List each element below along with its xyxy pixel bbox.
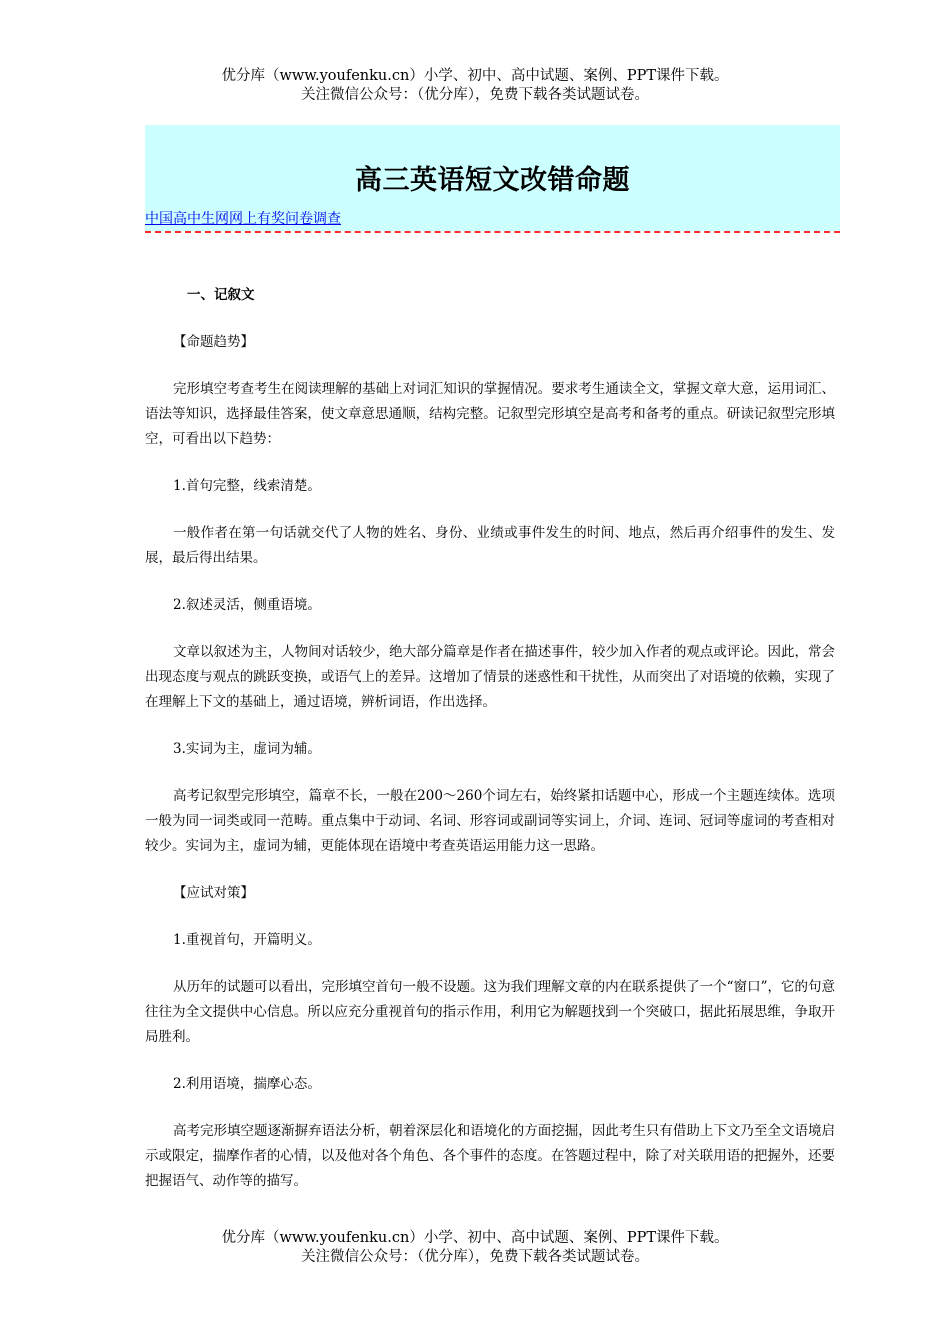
header-line-1: 优分库（www.youfenku.cn）小学、初中、高中试题、案例、PPT课件下载。 <box>221 68 729 84</box>
strategy-1-title: 1.重视首句，开篇明义。 <box>173 932 321 948</box>
page-footer <box>0 1229 950 1267</box>
point-2-paragraph: 文章以叙述为主，人物间对话较少，绝大部分篇章是作者在描述事件，较少加入作者的观点或评论。因此，常会出现态度与观点的跳跃变换，或语气上的差异。这增加了情景的迷惑性和干扰性，从而突出了对语境的依赖，实现了在理解上下文的基础上，通过语境，辨析词语，作出选择。 <box>145 644 835 710</box>
footer-line-2: 关注微信公众号：（优分库），免费下载各类试题试卷。 <box>301 1249 649 1265</box>
strategy-1-paragraph: 从历年的试题可以看出，完形填空首句一般不设题。这为我们理解文章的内在联系提供了一个“窗口”，它的句意往往为全文提供中心信息。所以应充分重视首句的指示作用，利用它为解题找到一个突破口，据此拓展思维，争取开局胜利。 <box>145 979 835 1045</box>
page-title: 高三英语短文改错命题 <box>355 165 630 196</box>
strategy-2-title: 2.利用语境，揣摩心态。 <box>173 1076 321 1092</box>
trend-intro-paragraph: 完形填空考查考生在阅读理解的基础上对词汇知识的掌握情况。要求考生通读全文，掌握文章大意，运用词汇、语法等知识，选择最佳答案，使文章意思通顺，结构完整。记叙型完形填空是高考和备考的重点。研读记叙型完形填空，可看出以下趋势： <box>145 381 835 447</box>
strategy-2-paragraph: 高考完形填空题逐渐摒弃语法分析，朝着深层化和语境化的方面挖掘，因此考生只有借助上下文乃至全文语境启示或限定，揣摩作者的心情，以及他对各个角色、各个事件的态度。在答题过程中，除了对关联用语的把握外，还要把握语气、动作等的描写。 <box>145 1123 835 1189</box>
point-1-paragraph: 一般作者在第一句话就交代了人物的姓名、身份、业绩或事件发生的时间、地点，然后再介绍事件的发生、发展，最后得出结果。 <box>145 525 835 566</box>
survey-link[interactable]: 中国高中生网网上有奖问卷调查 <box>145 211 341 227</box>
title-banner <box>145 125 840 231</box>
trend-heading: 【命题趋势】 <box>173 334 254 350</box>
point-3-paragraph: 高考记叙型完形填空，篇章不长，一般在200～260个词左右，始终紧扣话题中心，形成一个主题连续体。选项一般为同一词类或同一范畴。重点集中于动词、名词、形容词或副词等实词上，介词、连词、冠词等虚词的考查相对较少。实词为主，虚词为辅，更能体现在语境中考查英语运用能力这一思路。 <box>145 788 835 854</box>
page-header <box>0 67 950 105</box>
header-line-2: 关注微信公众号：（优分库），免费下载各类试题试卷。 <box>301 87 649 103</box>
article-body <box>145 283 835 1216</box>
section-heading-narrative: 一、记叙文 <box>187 287 255 303</box>
dashed-divider <box>145 231 840 233</box>
point-2-title: 2.叙述灵活，侧重语境。 <box>173 597 321 613</box>
strategy-heading: 【应试对策】 <box>173 885 254 901</box>
point-1-title: 1.首句完整，线索清楚。 <box>173 478 321 494</box>
point-3-title: 3.实词为主，虚词为辅。 <box>173 741 321 757</box>
footer-line-1: 优分库（www.youfenku.cn）小学、初中、高中试题、案例、PPT课件下载。 <box>221 1230 729 1246</box>
